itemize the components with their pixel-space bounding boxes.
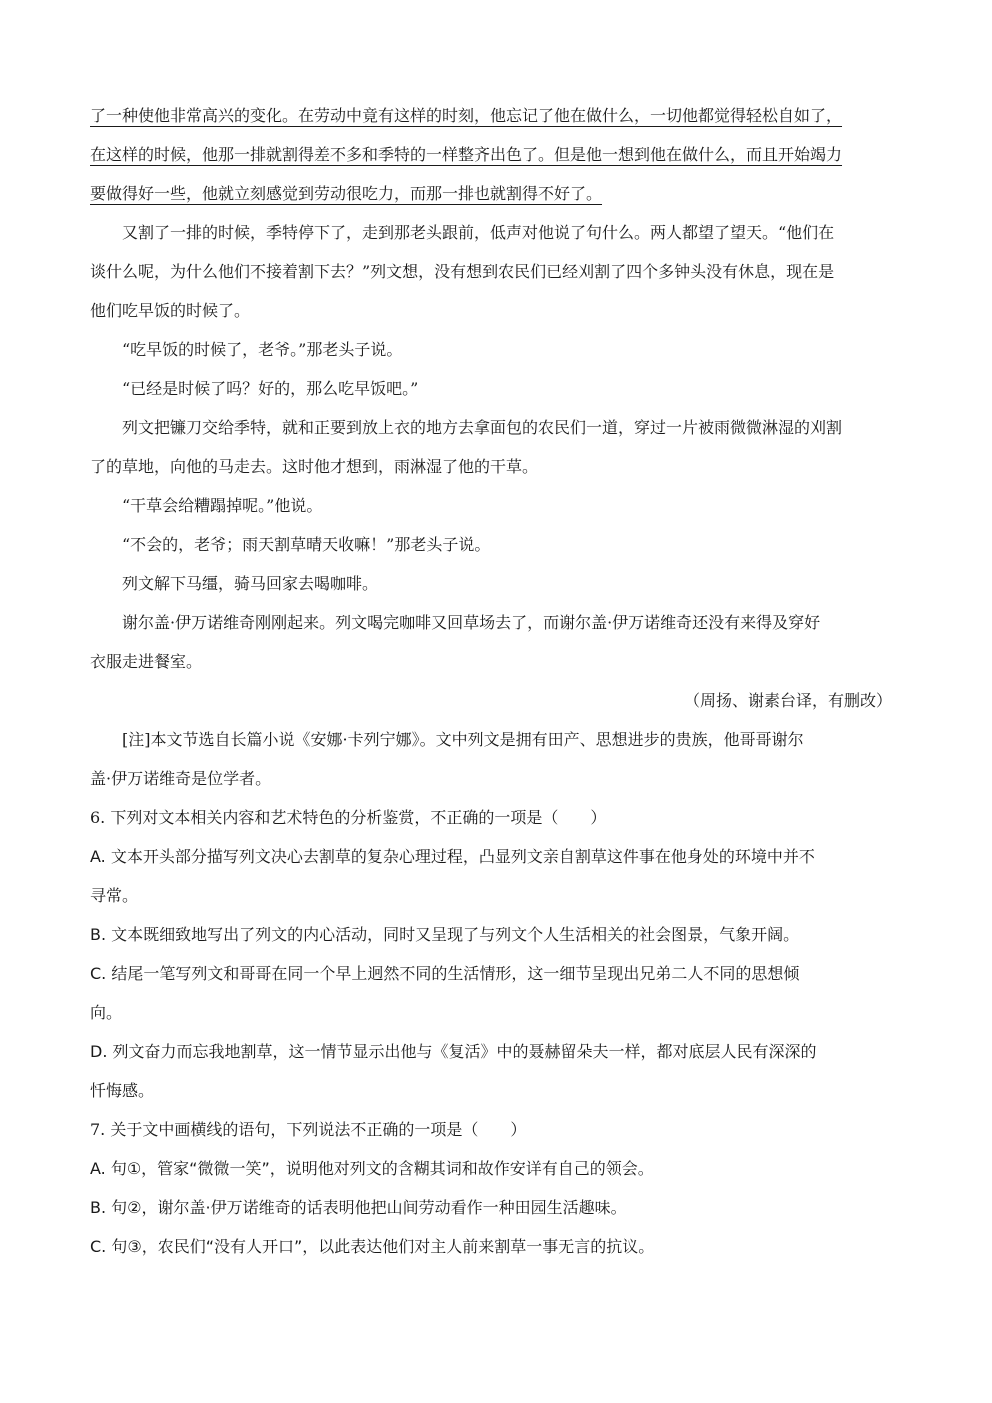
underlined-sentence-line: 在这样的时候，他那一排就割得差不多和季特的一样整齐出色了。但是他一想到他在做什么，而且开始竭力 <box>90 145 843 164</box>
document-page <box>90 96 902 1266</box>
question-6-option-a-cont: 寻常。 <box>90 886 139 905</box>
question-6-option-d-cont: 忏悔感。 <box>90 1081 155 1100</box>
paragraph-line: 谈什么呢，为什么他们不接着割下去？”列文想，没有想到农民们已经刈割了四个多钟头没有休息，现在是 <box>90 262 835 281</box>
question-6-option-c: C. 结尾一笔写列文和哥哥在同一个早上迥然不同的生活情形，这一细节呈现出兄弟二人不同的思想倾 <box>90 964 800 983</box>
dialogue-line: “干草会给糟蹋掉呢。”他说。 <box>122 496 323 515</box>
dialogue-line: “不会的，老爷；雨天割草晴天收嘛！”那老头子说。 <box>122 535 491 554</box>
translation-source: （周扬、谢素台译，有删改） <box>683 691 892 710</box>
note-line: [注]本文节选自长篇小说《安娜·卡列宁娜》。文中列文是拥有田产、思想进步的贵族，他哥哥谢尔 <box>122 730 804 749</box>
question-7-stem: 7. 关于文中画横线的语句，下列说法不正确的一项是（ ） <box>90 1120 527 1139</box>
paragraph-line: 衣服走进餐室。 <box>90 652 203 671</box>
question-6-option-c-cont: 向。 <box>90 1003 123 1022</box>
note-line: 盖·伊万诺维奇是位学者。 <box>90 769 272 788</box>
dialogue-line: “已经是时候了吗？好的，那么吃早饭吧。” <box>122 379 419 398</box>
question-6-stem: 6. 下列对文本相关内容和艺术特色的分析鉴赏，不正确的一项是（ ） <box>90 808 607 827</box>
question-6-option-d: D. 列文奋力而忘我地割草，这一情节显示出他与《复活》中的聂赫留朵夫一样，都对底层人民有深深的 <box>90 1042 817 1061</box>
dialogue-line: “吃早饭的时候了，老爷。”那老头子说。 <box>122 340 403 359</box>
paragraph-line: 又割了一排的时候，季特停下了，走到那老头跟前，低声对他说了句什么。两人都望了望天。“他们在 <box>122 223 835 242</box>
question-7-option-b: B. 句②，谢尔盖·伊万诺维奇的话表明他把山间劳动看作一种田园生活趣味。 <box>90 1198 627 1217</box>
underlined-sentence-line: 了一种使他非常高兴的变化。在劳动中竟有这样的时刻，他忘记了他在做什么，一切他都觉得轻松自如了， <box>90 106 843 125</box>
paragraph-line: 列文把镰刀交给季特，就和正要到放上衣的地方去拿面包的农民们一道，穿过一片被雨微微淋湿的刈割 <box>122 418 843 437</box>
question-6-option-b: B. 文本既细致地写出了列文的内心活动，同时又呈现了与列文个人生活相关的社会图景，气象开阔。 <box>90 925 800 944</box>
underlined-sentence-line: 要做得好一些，他就立刻感觉到劳动很吃力，而那一排也就割得不好了。 <box>90 184 603 203</box>
paragraph-line: 列文解下马缰，骑马回家去喝咖啡。 <box>122 574 379 593</box>
question-7-option-c: C. 句③，农民们“没有人开口”，以此表达他们对主人前来割草一事无言的抗议。 <box>90 1237 655 1256</box>
question-6-option-a: A. 文本开头部分描写列文决心去割草的复杂心理过程，凸显列文亲自割草这件事在他身处的环境中并不 <box>90 847 815 866</box>
paragraph-line: 他们吃早饭的时候了。 <box>90 301 251 320</box>
question-7-option-a: A. 句①，管家“微微一笑”，说明他对列文的含糊其词和故作安详有自己的领会。 <box>90 1159 654 1178</box>
paragraph-line: 了的草地，向他的马走去。这时他才想到，雨淋湿了他的干草。 <box>90 457 539 476</box>
paragraph-line: 谢尔盖·伊万诺维奇刚刚起来。列文喝完咖啡又回草场去了，而谢尔盖·伊万诺维奇还没有来得及穿好 <box>122 613 821 632</box>
